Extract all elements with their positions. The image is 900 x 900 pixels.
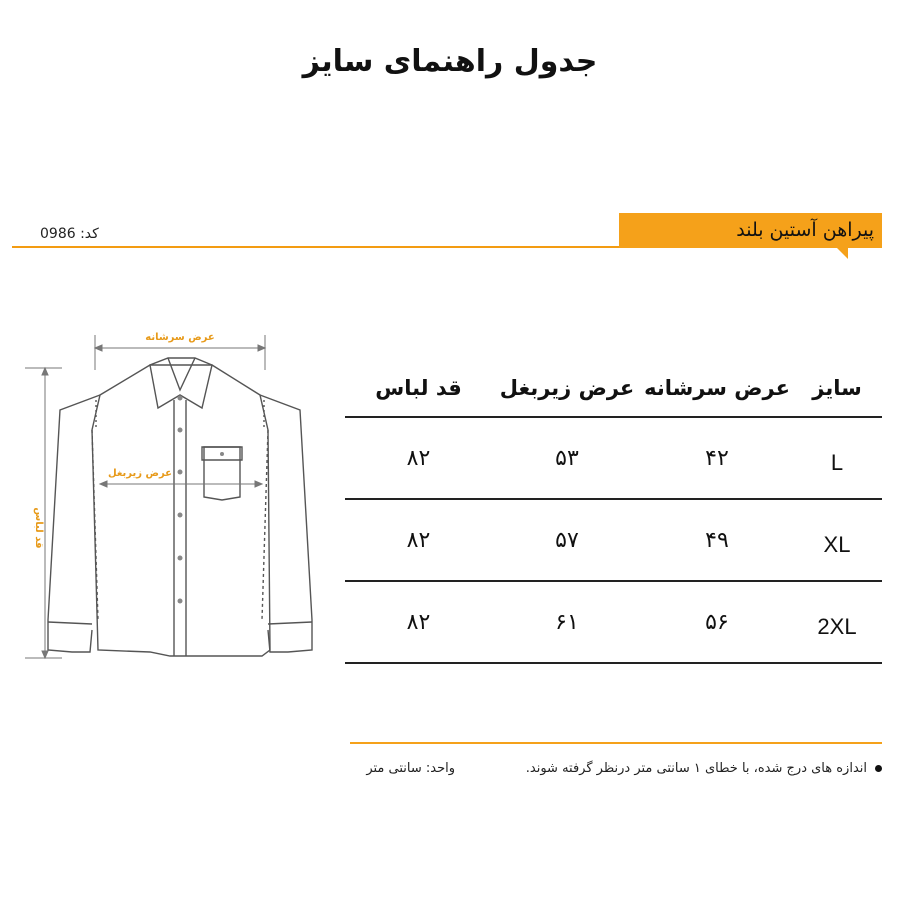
length-label: قد لباس	[33, 507, 44, 549]
cell-shoulder: ۵۶	[642, 581, 792, 663]
cell-length: ۸۲	[345, 417, 492, 499]
table-row	[345, 581, 882, 663]
shoulder-label: عرض سرشانه	[145, 332, 215, 343]
page-title: جدول راهنمای سایز	[302, 44, 598, 79]
header-armpit: عرض زیربغل	[492, 360, 642, 417]
header-shoulder: عرض سرشانه	[642, 360, 792, 417]
unit-text: واحد: سانتی متر	[366, 761, 455, 776]
footer-divider	[350, 742, 882, 744]
table-header-row	[345, 360, 882, 417]
size-table	[345, 360, 882, 664]
cell-length: ۸۲	[345, 499, 492, 581]
cell-armpit: ۵۷	[492, 499, 642, 581]
header-length: قد لباس	[345, 360, 492, 417]
cell-length: ۸۲	[345, 581, 492, 663]
header-size: سایز	[792, 360, 882, 417]
table-row	[345, 417, 882, 499]
cell-shoulder: ۴۲	[642, 417, 792, 499]
armpit-label: عرض زیربغل	[107, 468, 173, 479]
table-row	[345, 499, 882, 581]
cell-size: 2XL	[792, 581, 882, 663]
cell-size: XL	[792, 499, 882, 581]
cell-size: L	[792, 417, 882, 499]
product-name-banner: پیراهن آستین بلند	[619, 213, 882, 248]
shirt-outline	[48, 358, 312, 656]
cell-shoulder: ۴۹	[642, 499, 792, 581]
measurement-note	[482, 761, 882, 776]
bullet-icon	[875, 765, 882, 772]
note-text: اندازه های درج شده، با خطای ۱ سانتی متر درنظر گرفته شوند.	[525, 761, 867, 776]
cell-armpit: ۵۳	[492, 417, 642, 499]
cell-armpit: ۶۱	[492, 581, 642, 663]
product-code: کد: 0986	[40, 226, 99, 242]
armpit-dimension	[100, 481, 262, 487]
